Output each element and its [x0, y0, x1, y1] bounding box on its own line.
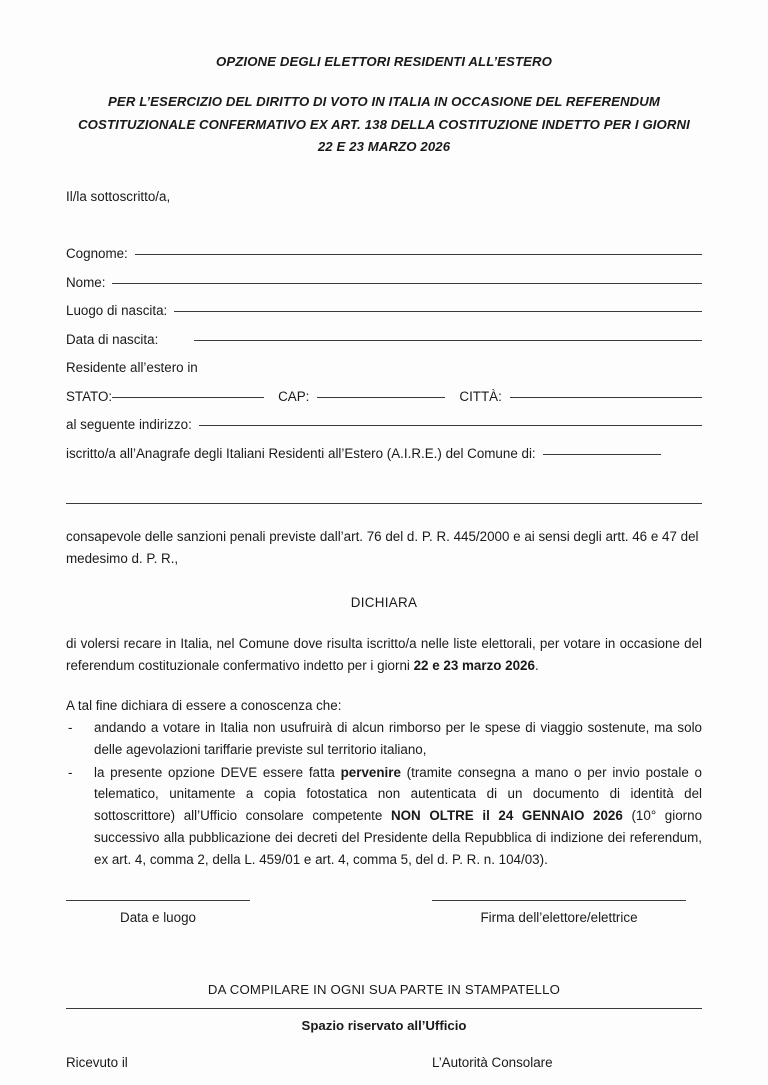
bullet-dash-icon: - — [68, 720, 73, 736]
name-row — [66, 275, 702, 304]
surname-row — [66, 246, 702, 275]
bullet-dash-icon: - — [68, 764, 73, 780]
document-title-primary: OPZIONE DEGLI ELETTORI RESIDENTI ALL’ESTERO — [216, 54, 552, 69]
penalty-awareness-paragraph: consapevole delle sanzioni penali previste dall’art. 76 del d. P. R. 445/2000 e ai sensi degli artt. 46 e 47 del medesimo d. P. R., — [66, 529, 699, 566]
birthplace-label: Luogo di nascita: — [66, 303, 168, 319]
address-input-line[interactable] — [199, 425, 702, 426]
birthplace-row — [66, 303, 702, 332]
address-label: al seguente indirizzo: — [66, 417, 192, 433]
declaration-statement-pre: di volersi recare in Italia, nel Comune dove risulta iscritto/a nelle liste elettorali, per votare in occasione del referendum costituzionale confermativo indetto per i giorni — [66, 636, 702, 673]
address-row — [66, 417, 702, 446]
acknowledgements-intro: A tal fine dichiara di essere a conoscenza che: — [66, 697, 342, 713]
received-on-label: Ricevuto il — [66, 1055, 128, 1071]
city-input-line[interactable] — [510, 397, 702, 398]
state-input-line[interactable] — [112, 397, 264, 398]
undersigned-intro-row — [66, 189, 702, 218]
city-label: CITTÀ: — [459, 388, 502, 404]
date-place-signature-line[interactable] — [66, 900, 250, 901]
birthdate-label: Data di nascita: — [66, 331, 159, 347]
document-title-block — [66, 0, 702, 159]
declaration-section — [66, 526, 702, 870]
list-item — [66, 762, 702, 871]
surname-input-line[interactable] — [135, 254, 702, 255]
acknowledgements-list — [66, 717, 702, 870]
elector-signature-line[interactable] — [432, 900, 686, 901]
pervenire-bold: pervenire — [340, 764, 401, 780]
signature-section — [66, 900, 702, 952]
declaration-statement-post: . — [534, 657, 539, 673]
birthdate-input-line[interactable] — [194, 340, 702, 341]
name-label: Nome: — [66, 274, 106, 290]
elector-signature-caption: Firma dell’elettore/elettrice — [480, 910, 638, 926]
name-input-line[interactable] — [112, 283, 702, 284]
undersigned-intro-label: Il/la sottoscritto/a, — [66, 189, 171, 205]
document-title-secondary: PER L’ESERCIZIO DEL DIRITTO DI VOTO IN ITALIA IN OCCASIONE DEL REFERENDUM COSTITUZIONALE CONFERMATIVO EX ART. 138 DELLA COSTITUZIONE INDETTO PER I GIORNI 22 E 23 MARZO 2026 — [78, 94, 690, 155]
aire-continuation-row — [66, 474, 702, 504]
consular-authority-label: L’Autorità Consolare — [432, 1055, 553, 1071]
acknowledgement-item-1-text: andando a votare in Italia non usufruirà di alcun rimborso per le spese di viaggio sostenute, ma solo delle agevolazioni tariffarie previste sul territorio italiano, — [94, 720, 702, 758]
office-reserved-row — [66, 1055, 702, 1079]
acknowledgement-item-2-text — [94, 762, 702, 871]
residence-abroad-row — [66, 360, 702, 389]
ack-2-part-3: (10° giorno successivo alla pubblicazione dei decreti del Presidente della Repubblica di indizione dei referendum, ex art. 4, comma 2, della L. 459/01 e art. 4, comma 5, del d. P. R. n. 104/03). — [94, 808, 703, 867]
block-capitals-instruction: DA COMPILARE IN OGNI SUA PARTE IN STAMPATELLO — [207, 982, 561, 998]
state-zip-city-row — [66, 389, 702, 418]
aire-continuation-input-line[interactable] — [66, 503, 702, 504]
referendum-dates-bold: 22 e 23 marzo 2026 — [413, 657, 535, 673]
date-place-caption: Data e luogo — [120, 910, 196, 926]
birthplace-input-line[interactable] — [174, 311, 702, 312]
deadline-bold: NON OLTRE il 24 GENNAIO 2026 — [390, 808, 623, 824]
declaration-statement-paragraph — [66, 633, 702, 676]
form-fields-section — [66, 189, 702, 504]
zip-input-line[interactable] — [317, 397, 445, 398]
aire-row — [66, 446, 702, 475]
office-section-divider — [66, 1008, 702, 1009]
list-item — [66, 717, 702, 760]
ack-2-part-2: (tramite consegna a mano o per invio postale o telematico, unitamente a copia fotostatica non autenticata di un documento di identità del sottoscrittore) all’Ufficio consolare competente — [94, 764, 702, 824]
surname-label: Cognome: — [66, 246, 128, 262]
aire-municipality-input-line[interactable] — [543, 454, 661, 455]
spacer-row — [66, 218, 702, 247]
office-reserved-title: Spazio riservato all’Ufficio — [301, 1018, 467, 1034]
birthdate-row — [66, 332, 702, 361]
zip-label: CAP: — [278, 388, 310, 404]
ack-2-part-1: la presente opzione DEVE essere fatta — [94, 764, 341, 780]
residence-abroad-label: Residente all’estero in — [66, 360, 198, 376]
state-label: STATO: — [66, 388, 113, 404]
aire-label: iscritto/a all’Anagrafe degli Italiani Residenti all’Estero (A.I.R.E.) del Comune di: — [66, 445, 536, 461]
dichiara-heading: DICHIARA — [350, 594, 418, 610]
